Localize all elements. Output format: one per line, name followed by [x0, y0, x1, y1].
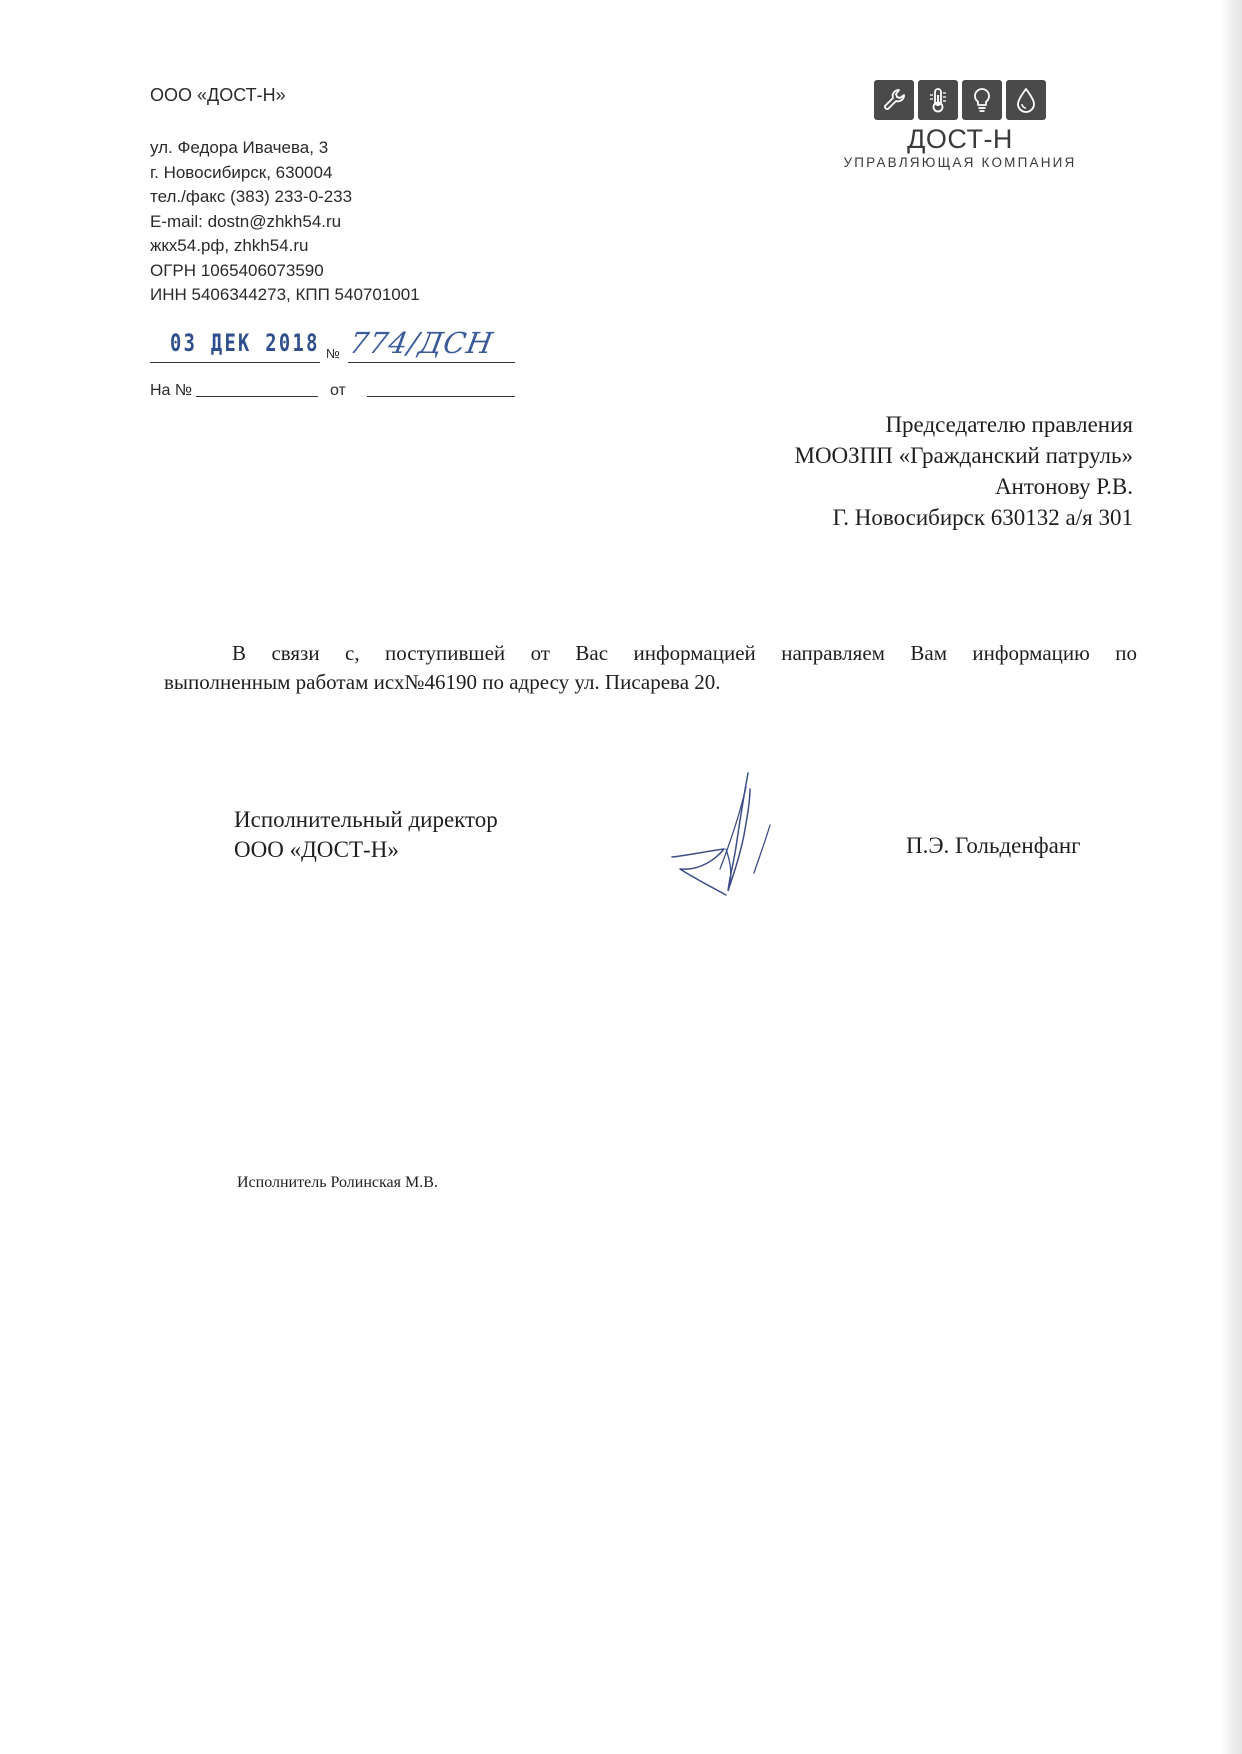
sender-address-street: ул. Федора Ивачева, 3	[150, 138, 329, 157]
signatory-title	[234, 805, 498, 865]
water-drop-icon	[1006, 80, 1046, 120]
reference-date-label: от	[330, 382, 346, 399]
reference-number-label: На №	[150, 382, 193, 399]
logo-icon-row	[825, 80, 1095, 120]
executor-note: Исполнитель Ролинская М.В.	[237, 1174, 438, 1191]
registration-date-stamp: 03 ДЕК 2018	[170, 329, 320, 357]
page-edge-shadow	[1220, 0, 1242, 1754]
lightbulb-icon	[962, 80, 1002, 120]
body-line-2: выполненным работам исх№46190 по адресу ул. Писарева 20.	[164, 670, 721, 694]
sender-address-city: г. Новосибирск, 630004	[150, 162, 333, 182]
body-line-1: В связи с, поступившей от Вас информацией направляем Вам информацию по	[232, 641, 1137, 665]
recipient-address: Г. Новосибирск 630132 а/я 301	[832, 505, 1133, 530]
letter-body	[164, 639, 1137, 697]
number-underline	[348, 362, 515, 363]
signatory-company: ООО «ДОСТ-Н»	[234, 837, 399, 862]
company-logo	[825, 80, 1095, 170]
recipient-name: Антонову Р.В.	[994, 474, 1133, 499]
logo-company-name: ДОСТ-Н	[907, 124, 1013, 154]
sender-websites: жкх54.рф, zhkh54.ru	[150, 236, 309, 255]
signatory-name: П.Э. Гольденфанг	[906, 833, 1081, 858]
recipient-block	[573, 409, 1133, 533]
sender-email: E-mail: dostn@zhkh54.ru	[150, 211, 342, 231]
handwritten-signature	[670, 765, 800, 910]
thermometer-icon	[918, 80, 958, 120]
sender-inn-kpp: ИНН 5406344273, КПП 540701001	[150, 285, 420, 304]
wrench-icon	[874, 80, 914, 120]
sender-ogrn: ОГРН 1065406073590	[150, 260, 324, 280]
sender-details	[150, 136, 420, 308]
recipient-organization: МООЗПП «Гражданский патруль»	[794, 443, 1133, 468]
recipient-position: Председателю правления	[885, 412, 1133, 437]
registration-number-handwritten: 774/ДСН	[347, 326, 497, 360]
signatory-position: Исполнительный директор	[234, 807, 498, 832]
reference-date-line	[367, 396, 515, 397]
sender-phone: тел./факс (383) 233-0-233	[150, 187, 353, 206]
reference-number-line	[196, 396, 318, 397]
logo-subtitle: УПРАВЛЯЮЩАЯ КОМПАНИЯ	[843, 155, 1077, 170]
date-underline	[150, 362, 320, 363]
registration-number-label: №	[326, 346, 340, 361]
sender-name: ООО «ДОСТ-Н»	[150, 85, 286, 105]
